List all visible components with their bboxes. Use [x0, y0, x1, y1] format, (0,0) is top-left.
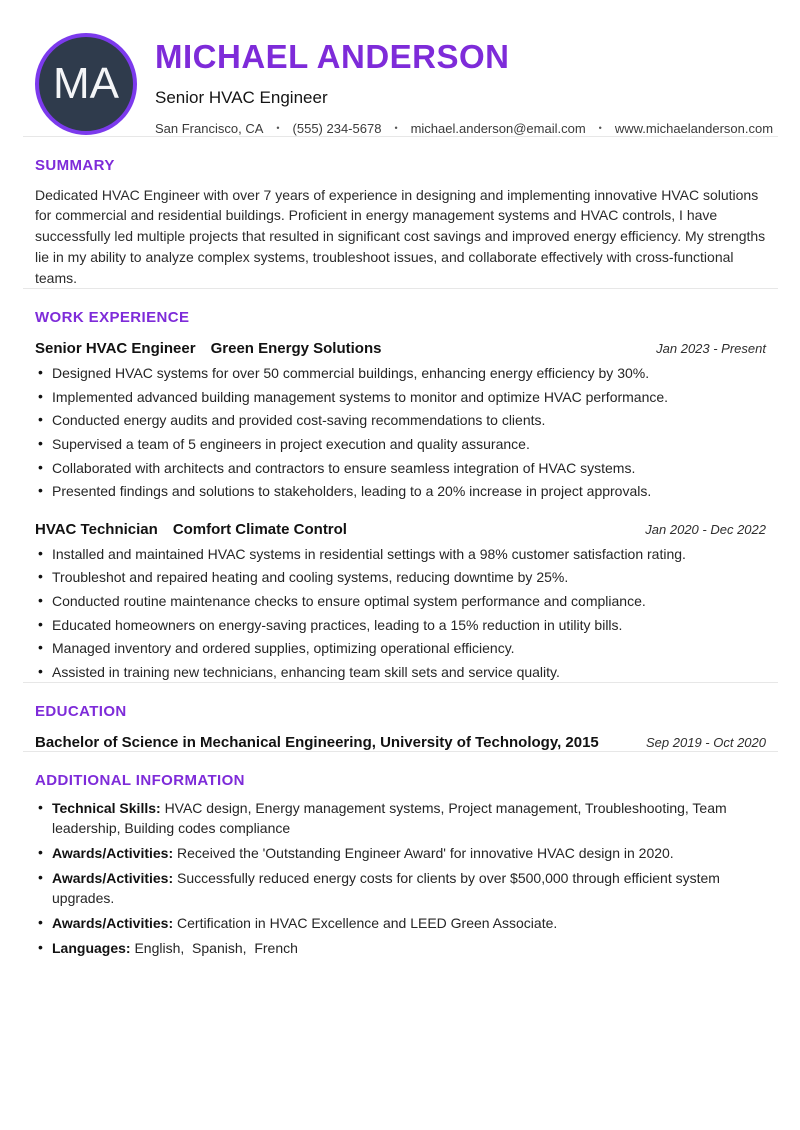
summary-section — [35, 157, 766, 289]
section-divider — [23, 288, 778, 289]
job-entry — [35, 521, 766, 683]
summary-heading: SUMMARY — [35, 156, 115, 174]
item-label: Technical Skills: — [52, 800, 161, 817]
job-dates: Jan 2023 - Present — [656, 341, 766, 357]
header-text-block — [155, 33, 774, 136]
section-divider — [23, 751, 778, 752]
avatar-initials: MA — [53, 59, 119, 108]
item-label: Languages: — [52, 940, 131, 957]
additional-info-item — [35, 844, 766, 863]
contact-row — [155, 120, 774, 136]
job-bullet-list — [35, 364, 766, 502]
additional-info-list — [35, 799, 766, 958]
job-title: HVAC Technician — [35, 520, 158, 538]
resume-header — [35, 33, 774, 136]
person-job-title: Senior HVAC Engineer — [155, 87, 328, 107]
bullet-separator-icon: • — [276, 123, 280, 134]
bullet-separator-icon: • — [394, 123, 398, 134]
item-label: Awards/Activities: — [52, 914, 174, 931]
item-text: English, Spanish, French — [134, 940, 298, 957]
additional-information-section — [35, 772, 766, 958]
job-bullet: • Installed and maintained HVAC systems in residential settings with a 98% customer satisfaction rating. — [35, 545, 766, 565]
job-bullet: • Assisted in training new technicians, enhancing team skill sets and service quality. — [35, 663, 766, 683]
job-bullet: • Implemented advanced building management systems to monitor and optimize HVAC performance. — [35, 388, 766, 408]
job-bullet: • Conducted energy audits and provided cost-saving recommendations to clients. — [35, 411, 766, 431]
item-label: Awards/Activities: — [52, 870, 174, 887]
additional-information-heading: ADDITIONAL INFORMATION — [35, 772, 245, 790]
job-bullet-list — [35, 545, 766, 683]
job-bullet: • Presented findings and solutions to stakeholders, leading to a 20% increase in project approvals. — [35, 482, 766, 502]
item-text: Certification in HVAC Excellence and LEED Green Associate. — [177, 914, 558, 931]
job-bullet: • Supervised a team of 5 engineers in project execution and quality assurance. — [35, 435, 766, 455]
job-entry — [35, 340, 766, 502]
job-bullet: • Conducted routine maintenance checks to ensure optimal system performance and compliance. — [35, 592, 766, 612]
job-bullet: • Troubleshot and repaired heating and cooling systems, reducing downtime by 25%. — [35, 568, 766, 588]
item-label: Awards/Activities: — [52, 844, 174, 861]
item-text: HVAC design, Energy management systems, Project management, Troubleshooting, Team leadership, Building codes compliance — [52, 800, 731, 836]
item-text: Successfully reduced energy costs for clients by over $500,000 through efficient system upgrades. — [52, 870, 724, 906]
section-divider — [23, 136, 778, 137]
job-title-line — [35, 340, 381, 357]
education-section — [35, 703, 766, 751]
summary-text: Dedicated HVAC Engineer with over 7 years of experience in designing and implementing innovative HVAC solutions for commercial and residential buildings. Proficient in energy management systems and HVAC controls, I have successfully led multiple projects that resulted in significant cost savings and improved energy efficiency. My strengths lie in my ability to analyze complex systems, troubleshoot issues, and collaborate effectively with cross-functional teams. — [35, 186, 766, 286]
job-header — [35, 521, 766, 538]
avatar — [35, 33, 137, 135]
additional-info-item — [35, 799, 766, 838]
job-company: Green Energy Solutions — [210, 340, 382, 358]
job-bullet: • Managed inventory and ordered supplies, optimizing operational efficiency. — [35, 639, 766, 659]
education-entry — [35, 734, 766, 751]
job-dates: Jan 2020 - Dec 2022 — [645, 521, 766, 537]
additional-info-item — [35, 869, 766, 908]
work-experience-section — [35, 309, 766, 682]
job-bullet: • Designed HVAC systems for over 50 commercial buildings, enhancing energy efficiency by 30%. — [35, 364, 766, 384]
contact-website: www.michaelanderson.com — [614, 120, 774, 136]
contact-email: michael.anderson@email.com — [410, 120, 586, 136]
education-heading: EDUCATION — [35, 703, 127, 721]
bullet-separator-icon: • — [598, 123, 602, 134]
additional-info-item — [35, 914, 766, 933]
section-divider — [23, 682, 778, 683]
person-name: MICHAEL ANDERSON — [155, 38, 510, 75]
education-dates: Sep 2019 - Oct 2020 — [646, 735, 766, 751]
education-degree: Bachelor of Science in Mechanical Engineering, University of Technology, 2015 — [35, 734, 599, 752]
job-bullet: • Collaborated with architects and contractors to ensure seamless integration of HVAC systems. — [35, 459, 766, 479]
job-header — [35, 340, 766, 357]
contact-phone: (555) 234-5678 — [292, 120, 382, 136]
job-title: Senior HVAC Engineer — [35, 340, 196, 358]
job-company: Comfort Climate Control — [172, 520, 347, 538]
contact-location: San Francisco, CA — [155, 120, 264, 136]
additional-info-item — [35, 939, 766, 958]
job-title-line — [35, 521, 347, 538]
item-text: Received the 'Outstanding Engineer Award' for innovative HVAC design in 2020. — [177, 844, 674, 861]
job-bullet: • Educated homeowners on energy-saving practices, leading to a 15% reduction in utility bills. — [35, 616, 766, 636]
work-experience-heading: WORK EXPERIENCE — [35, 309, 190, 327]
